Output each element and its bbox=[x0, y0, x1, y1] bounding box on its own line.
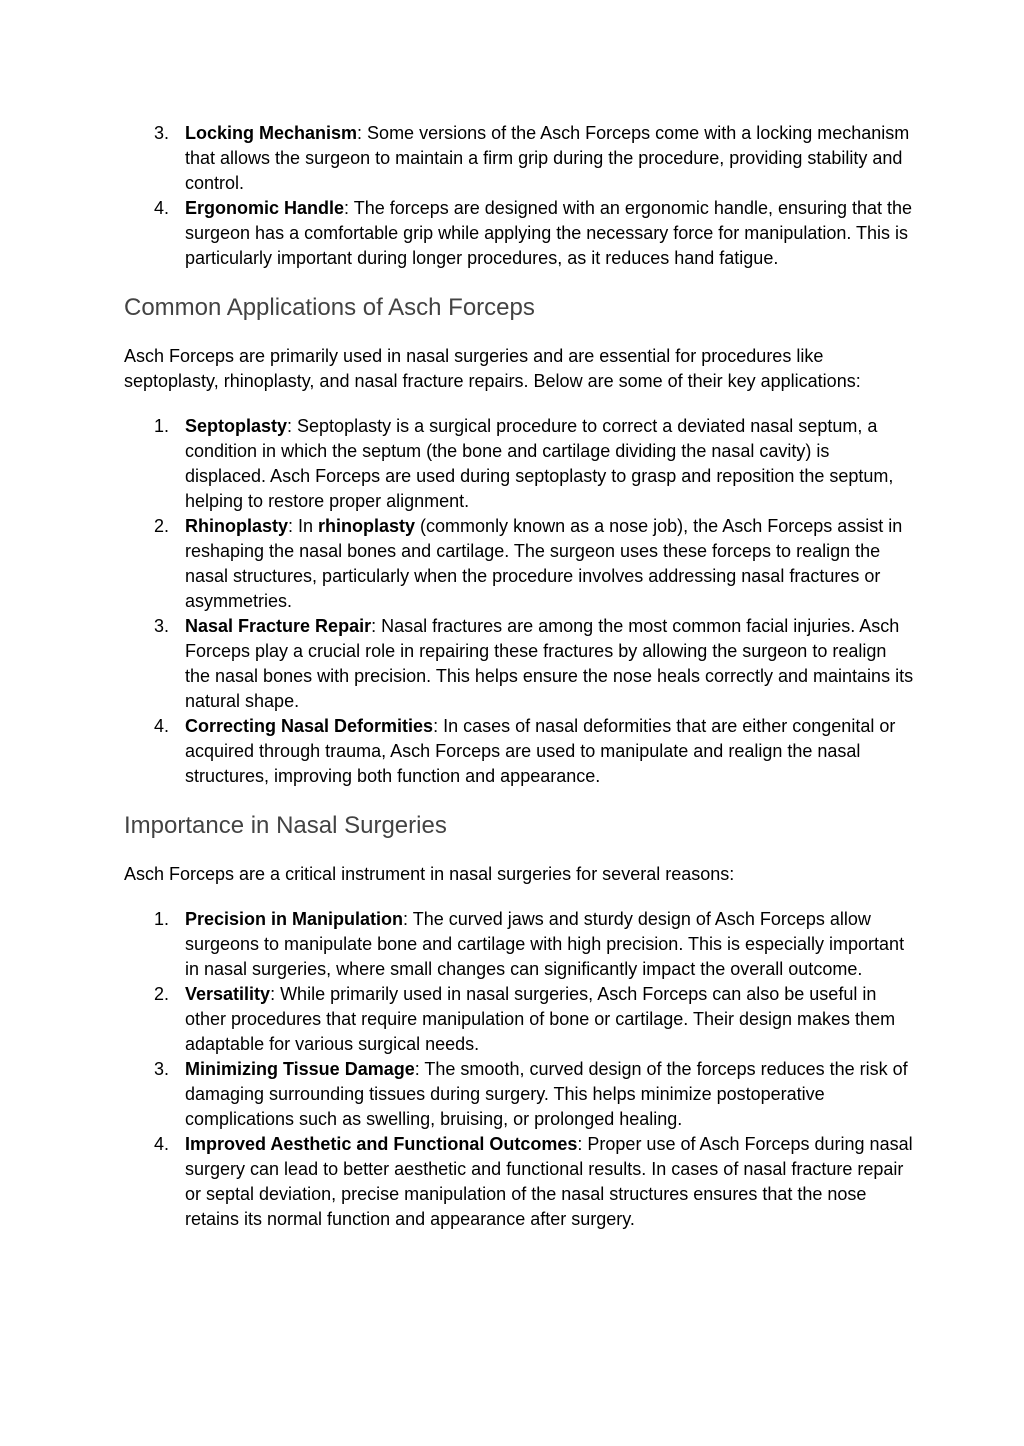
list-item-text: (commonly known as a nose job), the Asch Forceps assist in reshaping the nasal bones and cartilage. The surgeon uses these forceps to realign the nasal structures, particularly when the procedure involves addressing nasal fractures or asymmetries. bbox=[185, 516, 903, 611]
list-item-number: 4. bbox=[154, 198, 170, 218]
list-item-term: Versatility bbox=[185, 984, 271, 1004]
list-item-text: : Nasal fractures are among the most common facial injuries. Asch Forceps play a crucial role in repairing these fractures by allowing the surgeon to realign the nasal bones with precision. This helps ensure the nose heals correctly and maintains its natural shape. bbox=[185, 616, 914, 711]
section-heading: Importance in Nasal Surgeries bbox=[124, 812, 447, 839]
features-list bbox=[124, 121, 914, 271]
list-item bbox=[124, 1132, 914, 1232]
applications-list bbox=[124, 414, 914, 789]
list-item bbox=[124, 514, 914, 614]
list-item-number: 3. bbox=[154, 1059, 170, 1079]
list-item bbox=[124, 714, 914, 789]
list-item-term: Improved Aesthetic and Functional Outcomes bbox=[185, 1134, 578, 1154]
list-item-term: Rhinoplasty bbox=[185, 516, 289, 536]
list-item-number: 1. bbox=[154, 416, 170, 436]
section-heading: Common Applications of Asch Forceps bbox=[124, 294, 535, 321]
list-item-number: 4. bbox=[154, 1134, 170, 1154]
list-item-text: : In cases of nasal deformities that are either congenital or acquired through trauma, Asch Forceps are used to manipulate and realign the nasal structures, improving both function and appearance. bbox=[185, 716, 896, 786]
list-item-number: 2. bbox=[154, 984, 170, 1004]
list-item bbox=[124, 614, 914, 714]
list-item-text: : Some versions of the Asch Forceps come with a locking mechanism that allows the surgeon to maintain a firm grip during the procedure, providing stability and control. bbox=[185, 123, 910, 193]
list-item-text: : Septoplasty is a surgical procedure to correct a deviated nasal septum, a condition in which the septum (the bone and cartilage dividing the nasal cavity) is displaced. Asch Forceps are used during septoplasty to grasp and reposition the septum, helping to restore proper alignment. bbox=[185, 416, 894, 511]
list-item bbox=[124, 414, 914, 514]
list-item-number: 3. bbox=[154, 616, 170, 636]
importance-list bbox=[124, 907, 914, 1232]
document-page bbox=[124, 121, 914, 1232]
list-item-term: Locking Mechanism bbox=[185, 123, 358, 143]
list-item-number: 3. bbox=[154, 123, 170, 143]
list-item-term: Precision in Manipulation bbox=[185, 909, 404, 929]
list-item bbox=[124, 121, 914, 196]
list-item-term: Nasal Fracture Repair bbox=[185, 616, 372, 636]
list-item-text: : The forceps are designed with an ergonomic handle, ensuring that the surgeon has a comfortable grip while applying the necessary force for manipulation. This is particularly important during longer procedures, as it reduces hand fatigue. bbox=[185, 198, 913, 268]
list-item-number: 2. bbox=[154, 516, 170, 536]
list-item-term: Ergonomic Handle bbox=[185, 198, 345, 218]
list-item-text-before: : In bbox=[288, 516, 319, 536]
list-item-number: 1. bbox=[154, 909, 170, 929]
list-item bbox=[124, 196, 914, 271]
list-item-text: : While primarily used in nasal surgeries, Asch Forceps can also be useful in other procedures that require manipulation of bone or cartilage. Their design makes them adaptable for various surgical needs. bbox=[185, 984, 896, 1054]
list-item bbox=[124, 907, 914, 982]
list-item bbox=[124, 982, 914, 1057]
list-item-term: Correcting Nasal Deformities bbox=[185, 716, 434, 736]
list-item-inline-bold: rhinoplasty bbox=[318, 516, 416, 536]
list-item-text: : The curved jaws and sturdy design of Asch Forceps allow surgeons to manipulate bone and cartilage with high precision. This is especially important in nasal surgeries, where small changes can significantly impact the overall outcome. bbox=[185, 909, 905, 979]
section-intro: Asch Forceps are a critical instrument in nasal surgeries for several reasons: bbox=[124, 864, 735, 884]
section-intro: Asch Forceps are primarily used in nasal surgeries and are essential for procedures like septoplasty, rhinoplasty, and nasal fracture repairs. Below are some of their key applications: bbox=[124, 346, 861, 391]
list-item-text: : The smooth, curved design of the forceps reduces the risk of damaging surrounding tissues during surgery. This helps minimize postoperative complications such as swelling, bruising, or prolonged healing. bbox=[185, 1059, 908, 1129]
list-item-number: 4. bbox=[154, 716, 170, 736]
list-item bbox=[124, 1057, 914, 1132]
list-item-term: Septoplasty bbox=[185, 416, 288, 436]
list-item-term: Minimizing Tissue Damage bbox=[185, 1059, 415, 1079]
list-item-text: : Proper use of Asch Forceps during nasal surgery can lead to better aesthetic and functional results. In cases of nasal fracture repair or septal deviation, precise manipulation of the nasal structures ensures that the nose retains its normal function and appearance after surgery. bbox=[185, 1134, 913, 1229]
